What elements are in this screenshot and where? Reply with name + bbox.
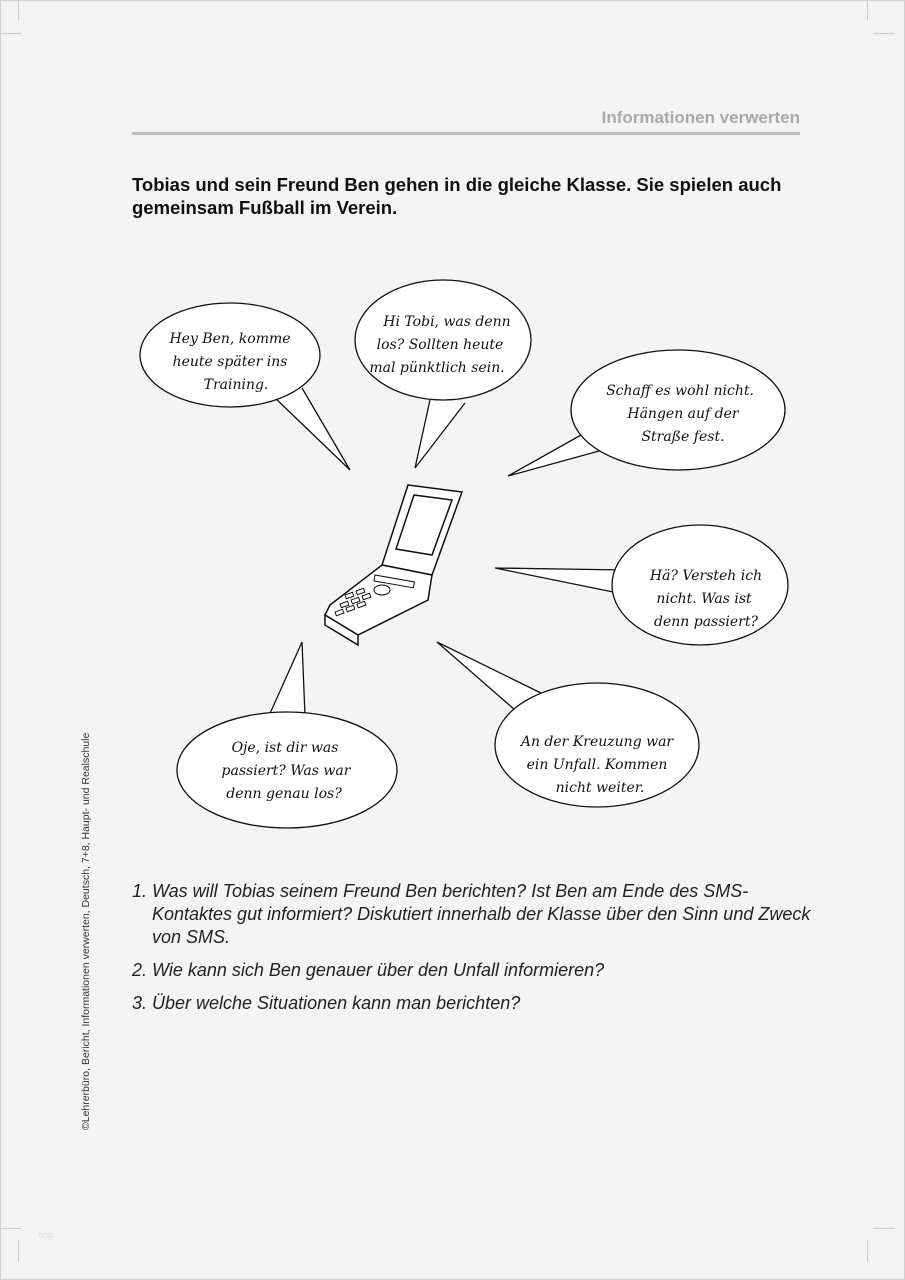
copyright-notice: ©Lehrerbüro, Bericht, Informationen verwerten, Deutsch, 7+8, Haupt- und Realschule	[80, 732, 92, 1130]
bubble-5-line-1: Oje, ist dir was	[231, 740, 339, 756]
bubble-1-line-3: Training.	[203, 377, 269, 393]
bubble-2-line-2: los? Sollten heute	[376, 337, 504, 353]
bubble-4-line-1: Hä? Versteh ich	[649, 568, 763, 584]
bubble-2-line-3: mal pünktlich sein.	[369, 360, 505, 376]
task-list	[132, 880, 812, 1025]
mobile-phone-icon	[325, 485, 462, 645]
bubble-6-line-1: An der Kreuzung war	[520, 734, 674, 750]
bubble-1-line-1: Hey Ben, komme	[169, 331, 291, 347]
section-title: Informationen verwerten	[601, 108, 800, 127]
bubble-3-line-3: Straße fest.	[641, 429, 725, 445]
task-item	[132, 992, 812, 1015]
task-text: Was will Tobias seinem Freund Ben berichten? Ist Ben am Ende des SMS-Kontaktes gut informiert? Diskutiert innerhalb der Klasse über den Sinn und Zweck von SMS.	[152, 881, 811, 947]
bubble-1-line-2: heute später ins	[172, 354, 288, 370]
bubble-6-line-3: nicht weiter.	[555, 780, 645, 796]
bubble-4-line-3: denn passiert?	[654, 614, 758, 630]
bubble-6-line-2: ein Unfall. Kommen	[526, 757, 668, 773]
bubble-4-line-2: nicht. Was ist	[656, 591, 752, 607]
footer-mark: bog	[38, 1230, 54, 1240]
bubble-2-line-1: Hi Tobi, was denn	[383, 314, 511, 330]
task-number: 3.	[132, 993, 148, 1013]
bubble-5-line-2: passiert? Was war	[221, 763, 351, 779]
bubble-3-line-1: Schaff es wohl nicht.	[606, 383, 754, 399]
bubble-3-line-2: Hängen auf der	[627, 406, 739, 422]
bubble-5-line-3: denn genau los?	[226, 786, 342, 802]
task-number: 1.	[132, 881, 148, 901]
intro-text: Tobias und sein Freund Ben gehen in die gleiche Klasse. Sie spielen auch gemeinsam Fußball im Verein.	[132, 174, 782, 218]
task-item	[132, 880, 812, 949]
task-item	[132, 959, 812, 982]
task-text: Über welche Situationen kann man berichten?	[152, 993, 521, 1013]
task-number: 2.	[132, 960, 148, 980]
task-text: Wie kann sich Ben genauer über den Unfall informieren?	[152, 960, 605, 980]
